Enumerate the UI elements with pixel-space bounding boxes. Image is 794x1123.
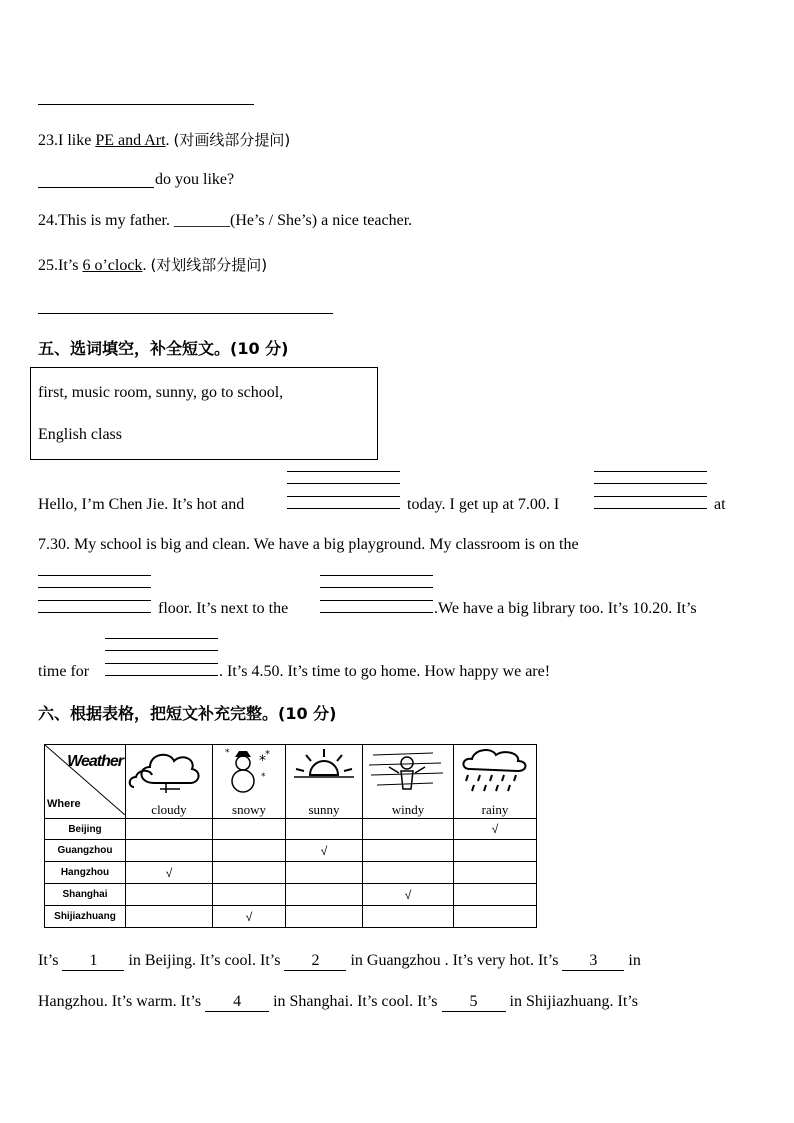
city-cell: Guangzhou — [45, 840, 126, 862]
weather-col-rainy — [454, 745, 537, 819]
section-6-title: 六、根据表格，把短文补充完整。(10 分) — [38, 704, 337, 723]
passage5-line1-c: at — [714, 496, 726, 513]
cloud-icon — [126, 745, 212, 797]
svg-text:*: * — [265, 749, 270, 760]
weather-label: windy — [391, 802, 425, 817]
table-row — [45, 862, 537, 884]
svg-text:*: * — [261, 772, 266, 782]
svg-text:*: * — [259, 753, 266, 769]
table-corner — [45, 745, 126, 819]
underlined-phrase: 6 o’clock — [82, 257, 143, 274]
weather-col-cloudy — [126, 745, 213, 819]
check-cell — [286, 862, 363, 884]
instruction: (对画线部分提问) — [173, 131, 291, 149]
corner-weather-label: Weather — [67, 753, 123, 770]
passage5-line1-b: today. I get up at 7.00. I — [407, 496, 560, 513]
blank-2[interactable]: 2 — [284, 952, 346, 971]
city-cell: Beijing — [45, 819, 126, 840]
blank-4[interactable]: 4 — [205, 993, 269, 1012]
check-cell: √ — [454, 819, 537, 840]
passage5-line3-b: .We have a big library too. It’s 10.20. It’s — [434, 600, 697, 617]
city-cell: Shanghai — [45, 884, 126, 906]
blank-5[interactable]: 5 — [442, 993, 506, 1012]
underlined-phrase: PE and Art — [95, 132, 166, 149]
check-cell: √ — [126, 862, 213, 884]
passage5-line4-a: time for — [38, 663, 90, 680]
check-cell — [363, 819, 454, 840]
answer-line-22[interactable] — [38, 104, 254, 105]
city-cell: Hangzhou — [45, 862, 126, 884]
city-cell: Shijiazhuang — [45, 906, 126, 928]
check-cell — [363, 906, 454, 928]
weather-label: rainy — [481, 802, 509, 817]
answer-line-25[interactable] — [38, 313, 333, 314]
check-cell — [286, 906, 363, 928]
table-row — [45, 819, 537, 840]
passage5-line2: 7.30. My school is big and clean. We have a big playground. My classroom is on the — [38, 536, 579, 553]
weather-col-windy — [363, 745, 454, 819]
rain-cloud-icon — [454, 745, 536, 797]
word-bank-box — [30, 367, 378, 460]
blank-1[interactable]: 1 — [62, 952, 124, 971]
check-cell: √ — [363, 884, 454, 906]
check-cell — [126, 840, 213, 862]
table-row — [45, 906, 537, 928]
check-cell — [286, 884, 363, 906]
check-cell — [213, 840, 286, 862]
weather-col-snowy — [213, 745, 286, 819]
sun-icon — [286, 745, 362, 797]
passage5-line1-a: Hello, I’m Chen Jie. It’s hot and — [38, 496, 245, 513]
weather-col-sunny — [286, 745, 363, 819]
word-bank-line-2: English class — [38, 426, 122, 443]
check-cell — [213, 819, 286, 840]
weather-label: snowy — [232, 802, 266, 817]
blank-3[interactable]: 3 — [562, 952, 624, 971]
check-cell — [363, 840, 454, 862]
question-24: 24.This is my father. _______(He’s / She’s) a nice teacher. — [38, 212, 413, 229]
check-cell — [363, 862, 454, 884]
instruction: (对划线部分提问) — [150, 256, 268, 274]
weather-label: cloudy — [151, 802, 187, 817]
check-cell — [286, 819, 363, 840]
check-cell — [454, 862, 537, 884]
wind-icon — [363, 745, 453, 797]
check-cell: √ — [213, 906, 286, 928]
passage5-line4-b: . It’s 4.50. It’s time to go home. How happy we are! — [219, 663, 551, 680]
check-cell — [126, 819, 213, 840]
check-cell — [454, 840, 537, 862]
passage6-line2: Hangzhou. It’s warm. It’s 4 in Shanghai. It’s cool. It’s 5 in Shijiazhuang. It’s — [38, 993, 638, 1010]
question-23: 23.I like PE and Art. (对画线部分提问) — [38, 131, 291, 149]
answer-tail-23: do you like? — [155, 171, 235, 188]
table-row — [45, 884, 537, 906]
check-cell — [454, 906, 537, 928]
passage6-line1: It’s 1 in Beijing. It’s cool. It’s 2 in Guangzhou . It’s very hot. It’s 3 in — [38, 952, 641, 969]
snowman-icon — [213, 745, 285, 797]
answer-blank-23[interactable] — [38, 187, 154, 188]
table-row — [45, 840, 537, 862]
check-cell — [213, 862, 286, 884]
check-cell — [126, 884, 213, 906]
check-cell — [454, 884, 537, 906]
section-5-title: 五、选词填空，补全短文。(10 分) — [38, 339, 289, 358]
word-bank-line-1: first, music room, sunny, go to school, — [38, 384, 284, 401]
check-cell — [213, 884, 286, 906]
corner-where-label: Where — [47, 798, 81, 810]
check-cell: √ — [286, 840, 363, 862]
question-25: 25.It’s 6 o’clock. (对划线部分提问) — [38, 256, 268, 274]
weather-label: sunny — [308, 802, 340, 817]
passage5-line3-a: floor. It’s next to the — [158, 600, 289, 617]
check-cell — [126, 906, 213, 928]
svg-text:*: * — [225, 748, 230, 758]
weather-table — [44, 744, 537, 928]
